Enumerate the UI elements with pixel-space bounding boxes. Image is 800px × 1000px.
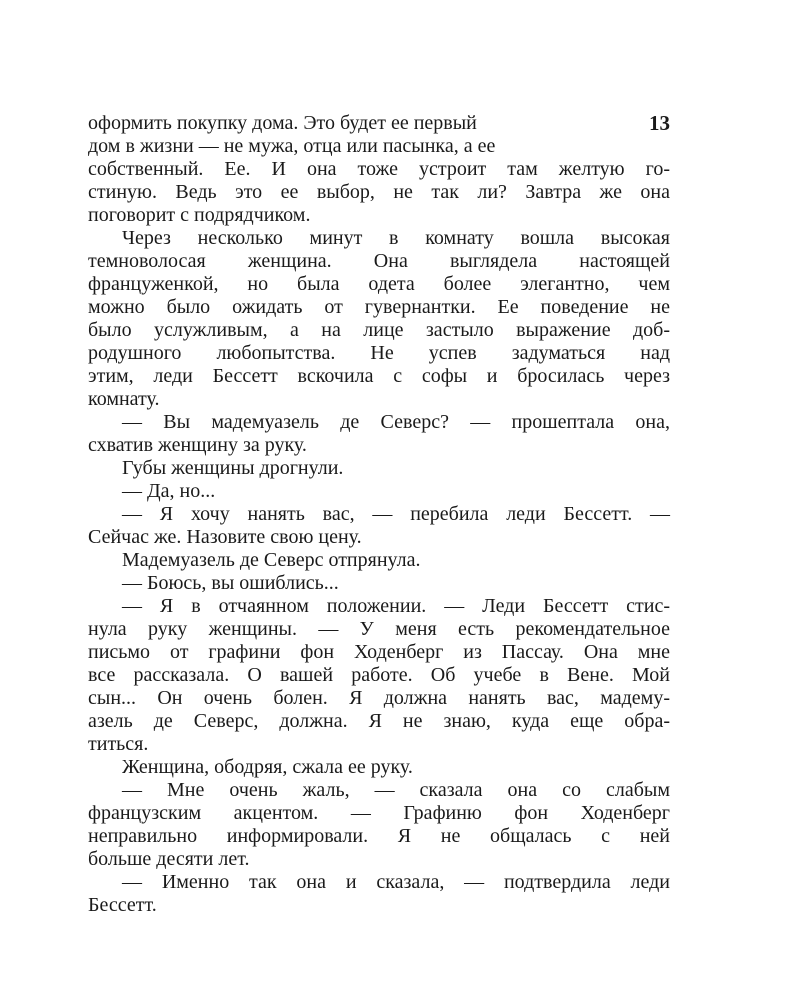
text-line: родушного любопытства. Не успев задуматься над: [88, 342, 670, 364]
text-line: схватив женщину за руку.: [88, 434, 307, 456]
text-line: француженкой, но была одета более элегантно, чем: [88, 273, 670, 295]
text-line: — Мне очень жаль, — сказала она со слабым: [122, 779, 670, 801]
text-line: все рассказала. О вашей работе. Об учебе в Вене. Мой: [88, 664, 670, 686]
text-line: нула руку женщины. — У меня есть рекомендательное: [88, 618, 670, 640]
page-number: 13: [649, 111, 670, 135]
text-line: письмо от графини фон Ходенберг из Пассау. Она мне: [88, 641, 670, 663]
text-line: Женщина, ободряя, сжала ее руку.: [122, 756, 413, 778]
text-line: темноволосая женщина. Она выглядела настоящей: [88, 250, 670, 272]
text-line-content: оформить покупку дома. Это будет ее первый: [88, 112, 477, 134]
text-line: этим, леди Бессетт вскочила с софы и бросилась через: [88, 365, 670, 387]
text-line: — Именно так она и сказала, — подтвердила леди: [122, 871, 670, 893]
text-line: — Боюсь, вы ошиблись...: [122, 572, 339, 594]
text-line: стиную. Ведь это ее выбор, не так ли? Завтра же она: [88, 181, 670, 203]
text-line: — Да, но...: [122, 480, 216, 502]
text-line: Через несколько минут в комнату вошла высокая: [122, 227, 670, 249]
text-line: собственный. Ее. И она тоже устроит там желтую го-: [88, 158, 670, 180]
text-line: азель де Северс, должна. Я не знаю, куда еще обра-: [88, 710, 670, 732]
page-body: [88, 112, 670, 917]
text-line: — Я хочу нанять вас, — перебила леди Бессетт. —: [122, 503, 670, 525]
text-line: дом в жизни — не мужа, отца или пасынка, а ее: [88, 135, 496, 157]
text-line: Сейчас же. Назовите свою цену.: [88, 526, 362, 548]
text-line: больше десяти лет.: [88, 848, 250, 870]
text-line: было услужливым, а на лице застыло выражение доб-: [88, 319, 670, 341]
text-line: — Вы мадемуазель де Северс? — прошептала она,: [122, 411, 670, 433]
text-line: комнату.: [88, 388, 160, 410]
text-line: поговорит с подрядчиком.: [88, 204, 311, 226]
text-line: Губы женщины дрогнули.: [122, 457, 344, 479]
text-line: Мадемуазель де Северс отпрянула.: [122, 549, 421, 571]
text-line: неправильно информировали. Я не общалась с ней: [88, 825, 670, 847]
text-line: французским акцентом. — Графиню фон Ходенберг: [88, 802, 670, 824]
text-line: титься.: [88, 733, 149, 755]
text-line: сын... Он очень болен. Я должна нанять вас, мадему-: [88, 687, 670, 709]
text-line: Бессетт.: [88, 894, 157, 916]
text-line: — Я в отчаянном положении. — Леди Бессетт стис-: [122, 595, 670, 617]
text-line: [88, 112, 670, 135]
text-line: можно было ожидать от гувернантки. Ее поведение не: [88, 296, 670, 318]
